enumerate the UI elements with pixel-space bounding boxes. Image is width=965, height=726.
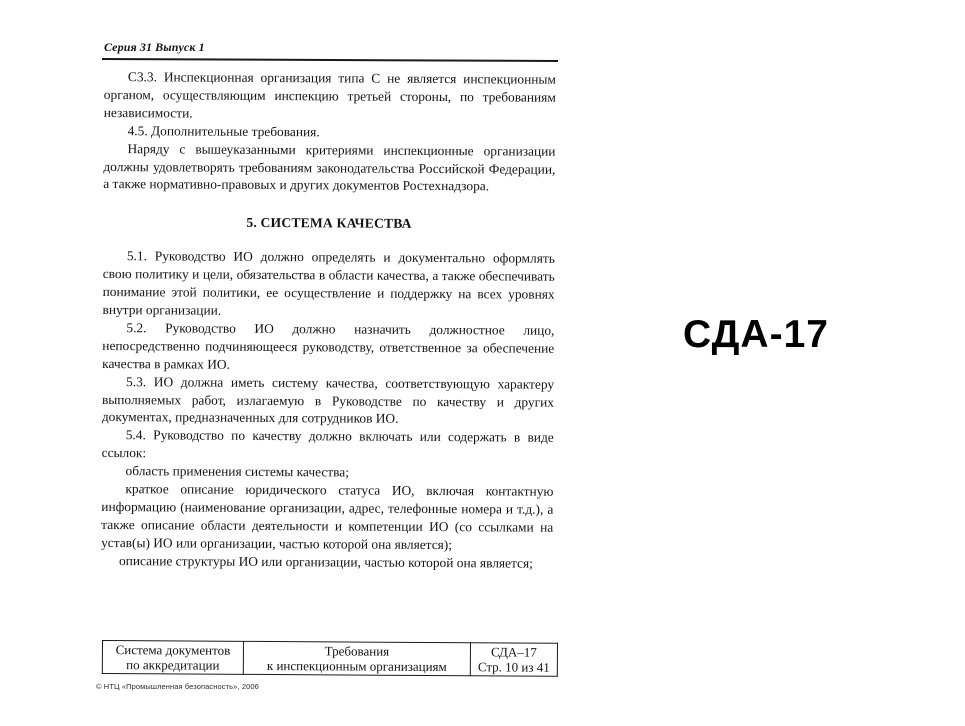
footer-doc-code	[470, 643, 557, 677]
slide-code-label: СДА-17	[683, 313, 829, 356]
list-item: область применения системы качества;	[125, 463, 350, 480]
copyright-line: © НТЦ «Промышленная безопасность», 2006	[96, 682, 259, 691]
paragraph-c3-3: С3.3. Инспекционная организация типа С не является инспекционным органом, осуществляющим инспекцию третьей стороны, по требованиям независимости.	[103, 69, 556, 121]
footer-doc-system-line2: по аккредитации	[126, 657, 220, 673]
running-head: Серия 31 Выпуск 1	[104, 40, 205, 54]
paragraph-5-3: 5.3. ИО должна иметь систему качества, соответствующую характеру выполняемых работ, излагаемую в Руководстве по качеству и других документах, предназначенных для сотрудников ИО.	[101, 373, 555, 427]
footer-page-number: Стр. 10 из 41	[477, 659, 550, 675]
section-title: 5. СИСТЕМА КАЧЕСТВА	[246, 215, 412, 232]
header-rule	[102, 58, 558, 62]
document-body	[101, 68, 556, 572]
footer-doc-title	[243, 641, 470, 675]
footer-table	[102, 640, 558, 677]
footer-doc-code-line1: СДА–17	[490, 644, 537, 660]
footer-doc-title-line2: к инспекционным организациям	[266, 658, 447, 675]
paragraph-5-2: 5.2. Руководство ИО должно назначить должностное лицо, непосредственно подчиняющееся руководству, ответственное за обеспечение качества в рамках ИО.	[102, 320, 555, 372]
footer-doc-system-line1: Система документов	[115, 642, 231, 658]
list-item: краткое описание юридического статуса ИО, включая контактную информацию (наименование организации, адрес, телефонные номера и т.д.), а также описание области деятельности и компетенции ИО (со ссылками на устав(ы) ИО или организации, частью которой она является);	[101, 481, 554, 552]
paragraph-5-1: 5.1. Руководство ИО должно определять и документально оформлять свою политику и цели, обязательства в области качества, а также обеспечивать понимание этой политики, ее осуществление и поддержку на всех уровнях внутри организации.	[102, 248, 555, 318]
paragraph-4-5: 4.5. Дополнительные требования.	[127, 122, 320, 140]
footer-doc-title-line1: Требования	[324, 643, 390, 659]
paragraph-additional-requirements: Наряду с вышеуказанными критериями инспекционные организации должны удовлетворять требованиям законодательства Российской Федерации, а также нормативно-правовых и других документов Ростехнадзора.	[103, 140, 556, 194]
footer-doc-system	[102, 641, 243, 675]
paragraph-5-4: 5.4. Руководство по качеству должно включать или содержать в виде ссылок:	[101, 427, 554, 461]
list-item: описание структуры ИО или организации, частью которой она является;	[118, 552, 533, 571]
document-page	[96, 28, 564, 718]
